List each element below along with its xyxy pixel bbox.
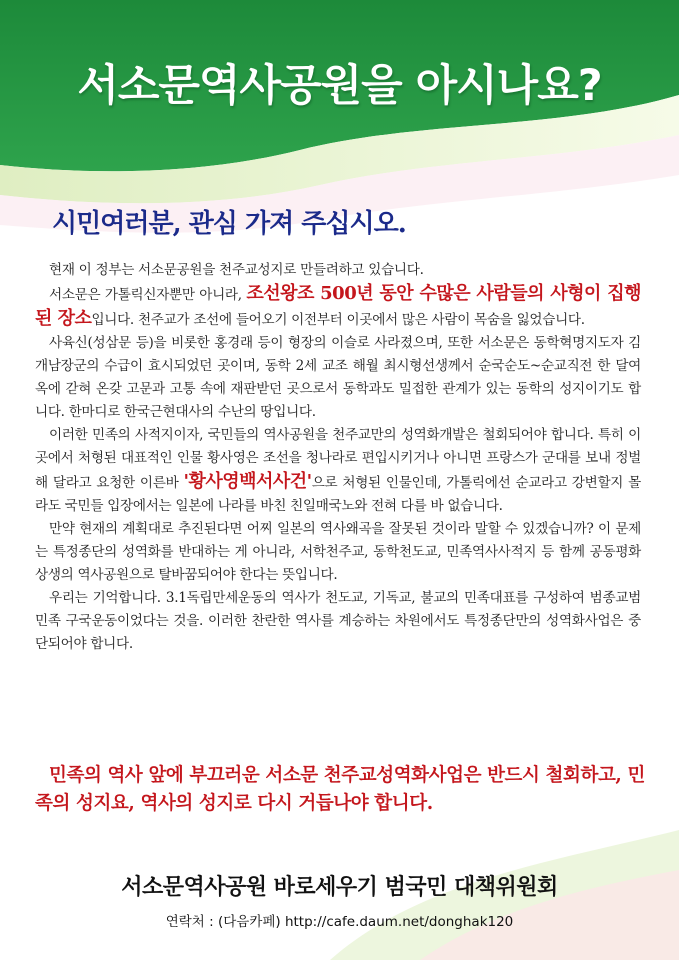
page-title: 서소문역사공원을 아시나요? [77, 61, 602, 111]
execution-site-highlight: 조선왕조 500년 동안 수많은 사람들의 사형이 집행된 장소 [35, 283, 642, 329]
paragraph-1: 현재 이 정부는 서소문공원을 천주교성지로 만들려하고 있습니다. [49, 262, 424, 278]
closing-statement [35, 762, 645, 818]
paragraph-4 [35, 424, 641, 518]
paragraph-4-end: 으로 처형된 인물인데, 가톨릭에선 순교라고 강변할지 몰라도 국민들 입장에서는 일본에 나라를 바친 친일매국노와 전혀 다를 바 없습니다. [35, 475, 641, 514]
paragraph-2-end: 입니다. 천주교가 조선에 들어오기 이전부터 이곳에서 많은 사람이 목숨을 잃었습니다. [91, 312, 585, 328]
organization-name: 서소문역사공원 바로세우기 범국민 대책위원회 [121, 875, 558, 900]
hwang-sayoung-highlight: '황사영백서사건' [183, 471, 312, 492]
paragraph-2 [35, 282, 641, 332]
paragraph-5: 만약 현재의 계획대로 추진된다면 어찌 일본의 역사왜곡을 잘못된 것이라 말할 수 있겠습니까? 이 문제는 특정종단의 성역화를 반대하는 게 아니라, 서학천주교, 동학천도교, 민족역사사적지 등 함께 공동평화상생의 역사공원으로 탈바꿈되어야 한다는 뜻입니다. [35, 521, 641, 583]
closing-text: 민족의 역사 앞에 부끄러운 서소문 천주교성역화사업은 반드시 철회하고, 민족의 성지요, 역사의 성지로 다시 거듭나야 합니다. [35, 765, 645, 814]
paragraph-6: 우리는 기억합니다. 3.1독립만세운동의 역사가 천도교, 기독교, 불교의 민족대표를 구성하여 범종교범민족 구국운동이었다는 것을. 이러한 찬란한 역사를 계승하는 차원에서도 특정종단만의 성역화사업은 중단되어야 합니다. [35, 590, 641, 652]
body-text [35, 259, 641, 656]
paragraph-4-start: 이러한 민족의 사적지이자, 국민들의 역사공원을 천주교만의 성역화개발은 철회되어야 합니다. 특히 이곳에서 처형된 대표적인 인물 황사영은 조선을 청나라로 편입시키거나 아니면 프랑스가 군대를 보내 정벌해 달라고 요청한 이른바 [35, 427, 641, 491]
paragraph-2-start: 서소문은 가톨릭신자뿐만 아니라, [49, 287, 247, 303]
contact-info: 연락처 : (다음카페) http://cafe.daum.net/donghak120 [165, 914, 514, 930]
subtitle-heading: 시민여러분, 관심 가져 주십시오. [52, 209, 406, 239]
paragraph-3: 사육신(성삼문 등)을 비롯한 홍경래 등이 형장의 이슬로 사라졌으며, 또한 서소문은 동학혁명지도자 김개남장군의 수급이 효시되었던 곳이며, 동학 2세 교조 해월 최시형선생께서 순국순도~순교직전 한 달여 옥에 갇혀 온갖 고문과 고통 속에 재판받던 곳으로서 동학과도 밀접한 관계가 있는 동학의 성지이기도 합니다. 한마디로 한국근현대사의 수난의 땅입니다. [35, 335, 641, 420]
